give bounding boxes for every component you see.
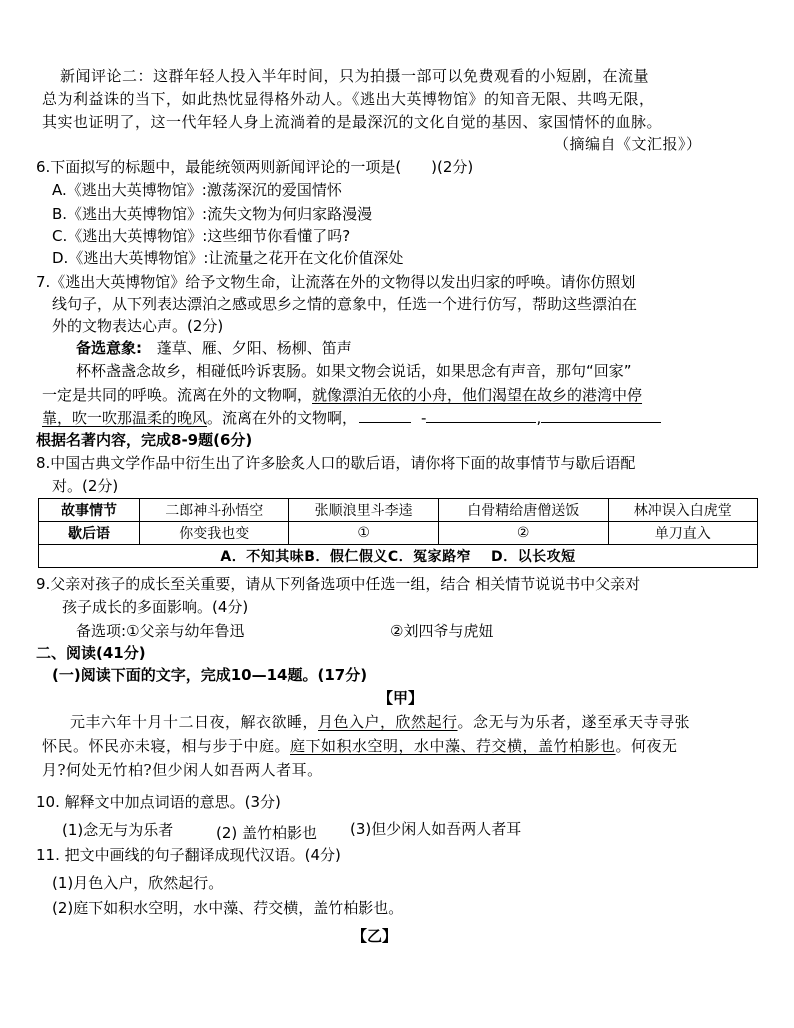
q11-stem: 11. 把文中画线的句子翻译成现代汉语。(4分) [36, 846, 341, 864]
q10-item-2: (2) 盖竹柏影也 [216, 824, 318, 842]
q8-line-2: 对。(2分) [52, 477, 119, 495]
table-cell: 白骨精给唐僧送饭 [438, 499, 608, 522]
passage-text: 。念无与为乐者，遂至承天寺寻张 [457, 713, 691, 731]
story-proverb-table [38, 498, 758, 568]
q11-item-2: (2)庭下如积水空明，水中藻、荇交横，盖竹柏影也。 [52, 899, 404, 917]
table-cell: 你变我也变 [140, 522, 289, 545]
q7-comma: , [536, 409, 542, 427]
q10-item-1: (1)念无与为乐者 [62, 821, 174, 839]
q11-item-1: (1)月色入户，欣然起行。 [52, 874, 224, 892]
review2-line-3: 其实也证明了，这一代年轻人身上流淌着的是最深沉的文化自觉的基因、家国情怀的血脉。 [42, 113, 663, 131]
review2-line-1: 新闻评论二：这群年轻人投入半年时间，只为拍摄一部可以免费观看的小短剧，在流量 [60, 67, 650, 85]
q7-options [76, 338, 352, 358]
passage-jia-line-1 [70, 712, 690, 732]
q7-answer-blank-1[interactable] [359, 408, 411, 423]
section-mingzhu-heading: 根据名著内容，完成8-9题(6分) [36, 431, 253, 449]
table-options: A．不知其味B．假仁假义C．冤家路窄 D．以长攻短 [39, 545, 758, 568]
review2-line-2: 总为利益诛的当下，如此热忱显得格外动人。《逃出大英博物馆》的知音无限、共鸣无限， [42, 90, 655, 108]
passage-jia-line-3: 月?何处无竹柏?但少闲人如吾两人者耳。 [42, 761, 323, 779]
passage-text: 元丰六年十月十二日夜，解衣欲睡， [70, 713, 319, 731]
q9-option-2: ②刘四爷与虎妞 [390, 622, 494, 640]
q7-answer-blank-2[interactable] [426, 408, 536, 423]
q7-para-3-plain: 。流离在外的文物啊， [207, 409, 358, 427]
passage-text: 。何夜无 [615, 737, 678, 755]
q7-para-2 [42, 385, 642, 405]
q10-stem: 10. 解释文中加点词语的意思。(3分) [36, 793, 281, 811]
q6-option-c: C.《逃出大英博物馆》:这些细节你看懂了吗? [52, 227, 351, 245]
q7-dot: - [421, 409, 427, 427]
table-cell-answer[interactable]: ① [289, 522, 438, 545]
q7-options-list: 蓬草、雁、夕阳、杨柳、笛声 [156, 339, 352, 357]
q7-para-3 [42, 408, 661, 428]
table-cell-answer[interactable]: ② [438, 522, 608, 545]
review2-source: （摘编自《文汇报》） [554, 135, 702, 153]
q9-options [76, 621, 245, 641]
table-cell: 林冲误入白虎堂 [608, 499, 757, 522]
q9-options-label: 备选项: [76, 622, 127, 640]
q7-model-sentence-b: 靠，吹一吹那温柔的晚风 [42, 409, 208, 427]
passage-underlined-2: 庭下如积水空明，水中藻、荇交横，盖竹柏影也 [290, 737, 616, 755]
q6-stem: 6.下面拟写的标题中，最能统领两则新闻评论的一项是( )(2分) [36, 158, 474, 176]
table-row [39, 499, 758, 522]
passage-jia-heading: 【甲】 [378, 689, 424, 707]
section-reading-heading: 二、阅读(41分) [36, 644, 146, 662]
q10-item-3: (3)但少闲人如吾两人者耳 [350, 820, 522, 838]
table-cell: 张顺浪里斗李逵 [289, 499, 438, 522]
q9-line-2: 孩子成长的多面影响。(4分) [62, 598, 249, 616]
passage-yi-heading: 【乙】 [352, 927, 398, 945]
q8-line-1: 8.中国古典文学作品中衍生出了许多脍炙人口的歇后语，请你将下面的故事情节与歇后语配 [36, 454, 636, 472]
q6-option-d: D.《逃出大英博物馆》:让流量之花开在文化价值深处 [52, 249, 404, 267]
q7-para-2-plain: 一定是共同的呼唤。流离在外的文物啊， [42, 386, 313, 404]
table-cell: 单刀直入 [608, 522, 757, 545]
table-head-story: 故事情节 [39, 499, 140, 522]
q7-answer-blank-3[interactable] [541, 408, 661, 423]
q7-line-1: 7.《逃出大英博物馆》给予文物生命，让流落在外的文物得以发出归家的呼唤。请你仿照划 [36, 273, 636, 291]
table-cell: 二郎神斗孙悟空 [140, 499, 289, 522]
q7-line-2: 线句子，从下列表达漂泊之感或思乡之情的意象中，任选一个进行仿写，帮助这些漂泊在 [52, 295, 638, 313]
table-row [39, 522, 758, 545]
passage-jia-line-2 [42, 736, 678, 756]
q9-line-1: 9.父亲对孩子的成长至关重要，请从下列备选项中任选一组，结合 相关情节说说书中父亲对 [36, 575, 641, 593]
table-row [39, 545, 758, 568]
q6-option-a: A.《逃出大英博物馆》:激荡深沉的爱国情怀 [52, 181, 342, 199]
q7-para-1: 杯杯盏盏念故乡，相碰低吟诉衷肠。如果文物会说话，如果思念有声音，那句“回家” [76, 362, 632, 380]
q9-option-1: ①父亲与幼年鲁迅 [126, 622, 245, 640]
table-head-proverb: 歇后语 [39, 522, 140, 545]
reading-sub1-heading: (一)阅读下面的文字，完成10—14题。(17分) [52, 666, 368, 684]
q6-option-b: B.《逃出大英博物馆》:流失文物为何归家路漫漫 [52, 205, 373, 223]
passage-text: 怀民。怀民亦未寝，相与步于中庭。 [42, 737, 291, 755]
q7-options-label: 备选意象: [76, 339, 142, 357]
q7-line-3: 外的文物表达心声。(2分) [52, 317, 224, 335]
q7-model-sentence-a: 就像漂泊无依的小舟，他们渴望在故乡的港湾中停 [312, 386, 643, 404]
passage-underlined-1: 月色入户，欣然起行 [318, 713, 458, 731]
